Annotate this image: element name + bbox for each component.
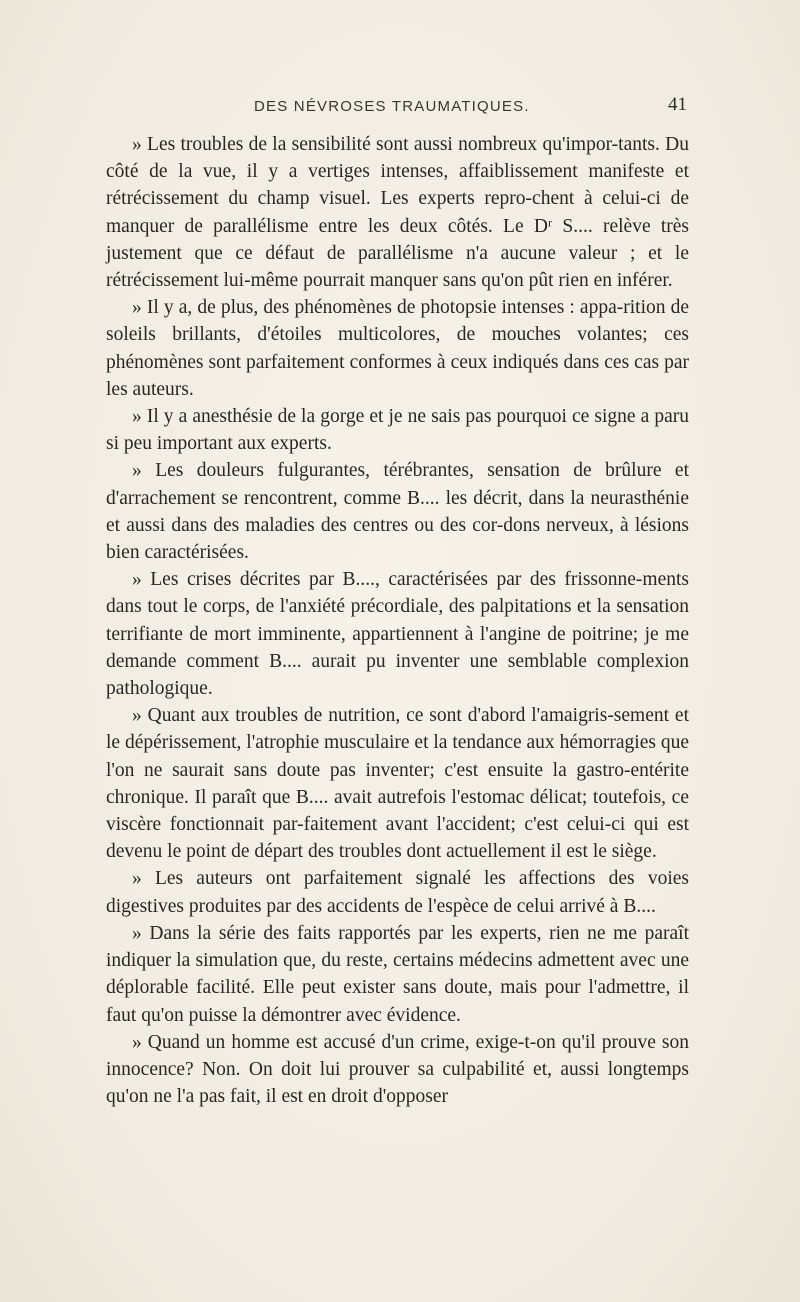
body-text: [106, 131, 689, 1110]
paragraph-simulation: » Dans la série des faits rapportés par les experts, rien ne me paraît indiquer la simulation que, du reste, certains médecins admettent avec une déplorable facilité. Elle peut exister sans doute, mais pour l'admettre, il faut qu'on puisse la démontrer avec évidence.: [106, 922, 689, 1026]
paragraph-sensibilite: » Les troubles de la sensibilité sont aussi nombreux qu'impor-tants. Du côté de la vue, il y a vertiges intenses, affaiblissement manifeste et rétrécissement du champ visuel. Les experts repro-chent à celui-ci de manquer de parallélisme entre les deux côtés. Le Dʳ S.... relève très justement que ce défaut de parallélisme n'a aucune valeur ; et le rétrécissement lui-même pourrait manquer sans qu'on pût rien en inférer.: [106, 134, 689, 292]
page-number: 41: [668, 94, 687, 115]
running-title: DES NÉVROSES TRAUMATIQUES.: [254, 98, 530, 115]
paragraph-voies-digestives: » Les auteurs ont parfaitement signalé les affections des voies digestives produites par des accidents de l'espèce de celui arrivé à B....: [106, 868, 689, 917]
paragraph-douleurs: » Les douleurs fulgurantes, térébrantes, sensation de brûlure et d'arrachement se rencontrent, comme B.... les décrit, dans la neurasthénie et aussi dans des maladies des centres ou des cor-dons nerveux, à lésions bien caractérisées.: [106, 460, 689, 564]
paragraph-anesthesie: » Il y a anesthésie de la gorge et je ne sais pas pourquoi ce signe a paru si peu important aux experts.: [106, 406, 689, 455]
paragraph-innocence: » Quand un homme est accusé d'un crime, exige-t-on qu'il prouve son innocence? Non. On doit lui prouver sa culpabilité et, aussi longtemps qu'on ne l'a pas fait, il est en droit d'opposer: [106, 1031, 689, 1108]
paragraph-crises: » Les crises décrites par B...., caractérisées par des frissonne-ments dans tout le corps, de l'anxiété précordiale, des palpitations et la sensation terrifiante de mort imminente, appartiennent à l'angine de poitrine; je me demande comment B.... aurait pu inventer une semblable complexion pathologique.: [106, 569, 689, 700]
running-header: [0, 94, 800, 124]
paragraph-nutrition: » Quant aux troubles de nutrition, ce sont d'abord l'amaigris-sement et le dépérissement, l'atrophie musculaire et la tendance aux hémorragies que l'on ne saurait sans doute pas inventer; c'est ensuite la gastro-entérite chronique. Il paraît que B.... avait autrefois l'estomac délicat; toutefois, ce viscère fonctionnait par-faitement avant l'accident; c'est celui-ci qui est devenu le point de départ des troubles dont actuellement il est le siège.: [106, 705, 689, 863]
paragraph-photopsie: » Il y a, de plus, des phénomènes de photopsie intenses : appa-rition de soleils brillants, d'étoiles multicolores, de mouches volantes; ces phénomènes sont parfaitement conformes à ceux indiqués dans ces cas par les auteurs.: [106, 297, 689, 400]
